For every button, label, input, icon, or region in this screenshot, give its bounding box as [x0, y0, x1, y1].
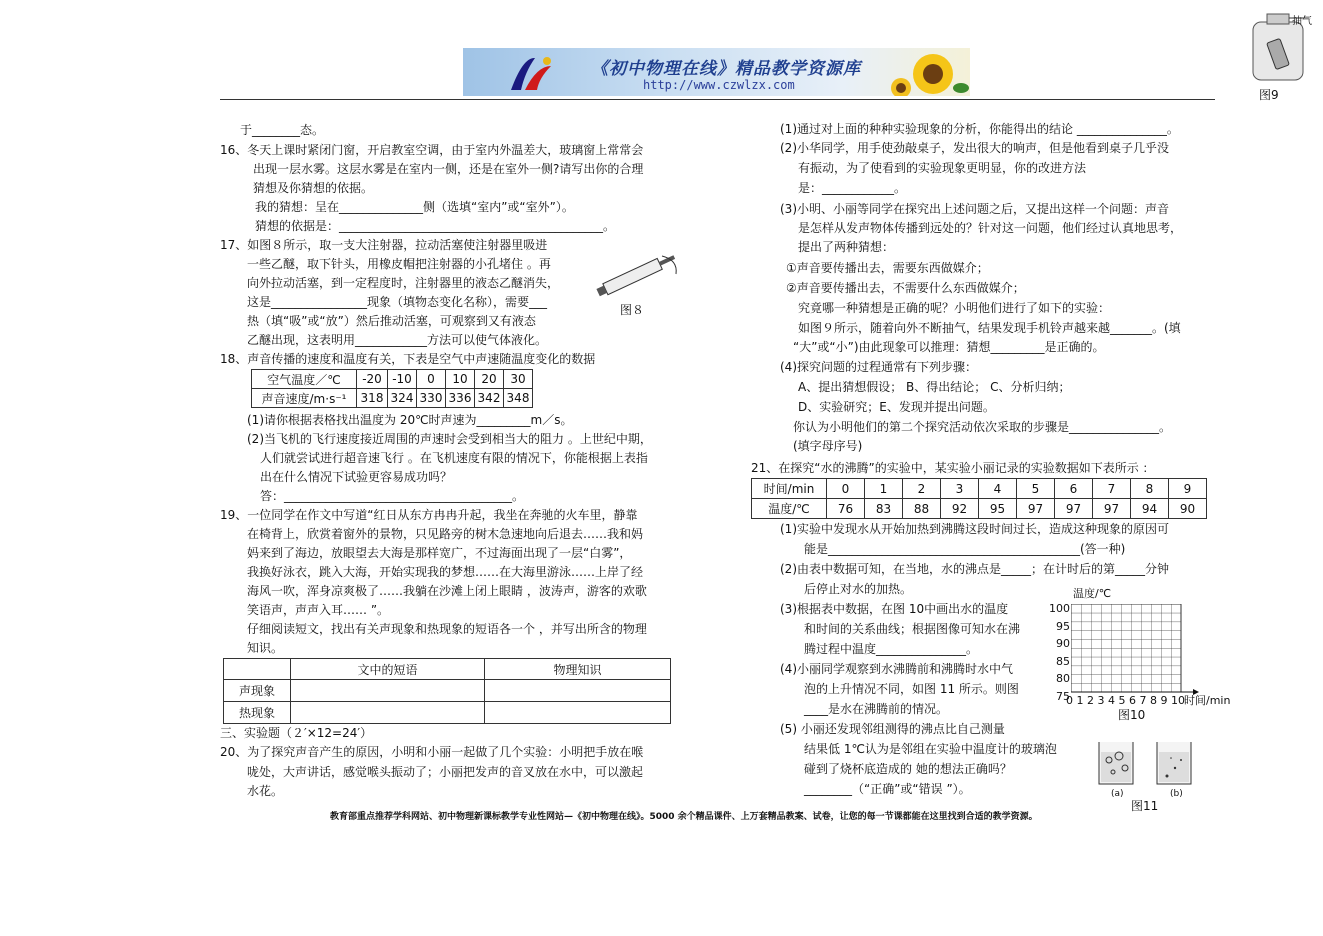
section-heading: 三、实验题（２′×12=24′）: [220, 726, 373, 740]
text-line: (1)请你根据表格找出温度为 20℃时声速为_________m／s。: [247, 413, 573, 427]
text-line: 你认为小明他们的第二个探究活动依次采取的步骤是_______________。: [793, 420, 1172, 434]
text-line: 有振动，为了使看到的实验现象更明显，你的改进方法: [798, 161, 1087, 175]
table-cell: 330: [417, 389, 446, 408]
text-line: 妈来到了海边，放眼望去大海是那样宽广，不过海面出现了一层“白雾”，: [247, 546, 632, 560]
table-cell: -10: [388, 370, 417, 389]
text-line: (2)当飞机的飞行速度接近周围的声速时会受到相当大的阻力 。上世纪中期，: [247, 432, 652, 446]
text-line: ____是水在沸腾前的情况。: [804, 702, 949, 716]
text-line: 水花。: [247, 784, 284, 798]
table-cell: 6: [1055, 479, 1093, 499]
y-tick: 90: [1056, 637, 1070, 651]
table-cell: 324: [388, 389, 417, 408]
table-cell: 348: [504, 389, 533, 408]
table-cell: 0: [827, 479, 865, 499]
text-line: 提出了两种猜想：: [798, 240, 895, 254]
table-header: 物理知识: [485, 659, 671, 680]
header-rule: [220, 99, 1215, 100]
text-line: 笑语声，声声入耳…… ”。: [247, 603, 390, 617]
figure-9-caption: 图9: [1259, 88, 1279, 102]
text-line: 这是________________现象（填物态变化名称），需要___: [247, 295, 548, 309]
table-cell: 97: [1093, 499, 1131, 519]
table-cell: 5: [1017, 479, 1055, 499]
figure-8-caption: 图８: [620, 303, 645, 317]
table-cell: 342: [475, 389, 504, 408]
figure-10-caption: 图10: [1118, 708, 1146, 722]
text-line: ________（“正确”或“错误 ”）。: [804, 782, 971, 796]
table-cell: 76: [827, 499, 865, 519]
graph-y-ticks: [1044, 600, 1070, 706]
text-line: 能是__________________________________________(答一种): [804, 542, 1126, 556]
text-line: 碰到了烧杯底造成的 她的想法正确吗？: [804, 762, 1012, 776]
table-cell: 97: [1055, 499, 1093, 519]
text-line: “大”或“小”)由此现象可以推理：猜想_________是正确的。: [793, 340, 1105, 354]
table-header: 声现象: [224, 680, 291, 702]
figure-11-beakers: [1095, 738, 1195, 792]
question-18: 18、声音传播的速度和温度有关，下表是空气中声速随温度变化的数据: [220, 352, 596, 366]
table-cell: 90: [1169, 499, 1207, 519]
table-cell: 9: [1169, 479, 1207, 499]
text-line: 腾过程中温度_______________。: [804, 642, 979, 656]
table-cell: 8: [1131, 479, 1169, 499]
text-line: (填字母序号): [793, 439, 863, 453]
table-cell: 94: [1131, 499, 1169, 519]
table-cell: 4: [979, 479, 1017, 499]
text-line: 究竟哪一种猜想是正确的呢？小明他们进行了如下的实验：: [798, 301, 1111, 315]
text-line: A、提出猜想假设； B、得出结论； C、分析归纳；: [798, 380, 1071, 394]
text-line: 在椅背上，欣赏着窗外的景物，只见路旁的树木急速地向后退去……我和妈: [247, 527, 644, 541]
table-cell: 318: [357, 389, 388, 408]
table-cell: 92: [941, 499, 979, 519]
text-line: (3)根据表中数据，在图 10中画出水的温度: [780, 602, 1009, 616]
table-cell: 95: [979, 499, 1017, 519]
text-line: D、实验研究；E、发现并提出问题。: [798, 400, 995, 414]
text-line: 出现一层水雾。这层水雾是在室内一侧，还是在室外一侧?请写出你的合理: [253, 162, 644, 176]
text-line: 咙处，大声讲话，感觉喉头振动了；小丽把发声的音叉放在水中，可以激起: [247, 765, 644, 779]
graph-x-ticks: 0 1 2 3 4 5 6 7 8 9 10: [1066, 694, 1185, 707]
answer-cell[interactable]: [485, 680, 671, 702]
figure-11-caption: 图11: [1131, 799, 1159, 813]
table-header: 温度/℃: [752, 499, 827, 519]
table-cell: 10: [446, 370, 475, 389]
text-line: 向外拉动活塞，到一定程度时，注射器里的液态乙醚消失，: [247, 276, 560, 290]
text-line: ①声音要传播出去，需要东西做媒介；: [786, 261, 989, 275]
table-cell: 30: [504, 370, 533, 389]
phenomenon-table: [223, 658, 671, 724]
text-line: 仔细阅读短文，找出有关声现象和热现象的短语各一个 ，并写出所含的物理: [247, 622, 647, 636]
text-line: (1)实验中发现水从开始加热到沸腾这段时间过长，造成这种现象的原因可: [780, 522, 1170, 536]
text-line: 和时间的关系曲线；根据图像可知水在沸: [804, 622, 1021, 636]
answer-cell[interactable]: [291, 702, 485, 724]
pump-label: 抽气: [1292, 16, 1312, 27]
table-header: 声音速度/m·s⁻¹: [252, 389, 357, 408]
text-line: 泡的上升情况不同，如图 11 所示。则图: [804, 682, 1019, 696]
beaker-b-label: (b): [1170, 789, 1183, 799]
question-17: 17、如图８所示，取一支大注射器，拉动活塞使注射器里吸进: [220, 238, 548, 252]
text-line: 我换好泳衣，跳入大海，开始实现我的梦想……在大海里游泳……上岸了经: [247, 565, 644, 579]
text-line: (5) 小丽还发现邻组测得的沸点比自己测量: [780, 722, 1005, 736]
text-line: 海风一吹，浑身凉爽极了……我躺在沙滩上闭上眼睛 ，波涛声，游客的欢歌: [247, 584, 647, 598]
table-header: 热现象: [224, 702, 291, 724]
y-tick: 80: [1056, 672, 1070, 686]
text-line: 出在什么情况下试验更容易成功吗？: [260, 470, 453, 484]
boiling-data-table: [751, 478, 1207, 519]
table-cell: 83: [865, 499, 903, 519]
header-banner: [463, 48, 970, 96]
text-line: 结果低 1℃认为是邻组在实验中温度计的玻璃泡: [804, 742, 1057, 756]
question-21: 21、在探究“水的沸腾”的实验中，某实验小丽记录的实验数据如下表所示 ：: [751, 461, 1155, 475]
text-line: 于________态。: [240, 123, 325, 137]
table-cell: 3: [941, 479, 979, 499]
sunflower-icon: [881, 48, 970, 96]
text-line: (3)小明、小丽等同学在探究出上述问题之后，又提出这样一个问题：声音: [780, 202, 1170, 216]
y-tick: 85: [1056, 654, 1070, 668]
table-header: 文中的短语: [291, 659, 485, 680]
question-20: 20、为了探究声音产生的原因，小明和小丽一起做了几个实验：小明把手放在喉: [220, 745, 644, 759]
text-line: (2)由表中数据可知，在当地，水的沸点是_____；在计时后的第_____分钟: [780, 562, 1170, 576]
logo-icon: [503, 52, 563, 94]
table-header: 时间/min: [752, 479, 827, 499]
y-tick: 100: [1049, 602, 1070, 615]
text-line: 答：______________________________________。: [260, 489, 525, 503]
table-header: 空气温度／℃: [252, 370, 357, 389]
table-cell: 7: [1093, 479, 1131, 499]
table-cell: 2: [903, 479, 941, 499]
banner-url[interactable]: http://www.czwlzx.com: [643, 78, 795, 92]
text-line: 猜想的依据是：____________________________________________。: [255, 219, 616, 233]
text-line: 热（填“吸”或“放”）然后推动活塞，可观察到又有液态: [247, 314, 536, 328]
table-cell: 0: [417, 370, 446, 389]
graph-x-label: 时间/min: [1184, 694, 1231, 707]
figure-8-syringe: [592, 250, 684, 298]
table-cell: 88: [903, 499, 941, 519]
text-line: 是怎样从发声物体传播到远处的？针对这一问题，他们经过认真地思考，: [798, 221, 1183, 235]
text-line: 乙醚出现，这表明用____________方法可以使气体液化。: [247, 333, 548, 347]
text-line: 人们就尝试进行超音速飞行 。在飞机速度有限的情况下，你能根据上表指: [260, 451, 648, 465]
y-tick: 95: [1056, 619, 1070, 633]
text-line: (2)小华同学，用手使劲敲桌子，发出很大的响声，但是他看到桌子几乎没: [780, 141, 1170, 155]
y-tick: 75: [1056, 689, 1070, 703]
table-cell: 97: [1017, 499, 1055, 519]
text-line: 我的猜想：呈在______________侧（选填“室内”或“室外”）。: [255, 200, 574, 214]
answer-cell[interactable]: [291, 680, 485, 702]
text-line: 后停止对水的加热。: [804, 582, 913, 596]
table-cell: 336: [446, 389, 475, 408]
table-cell: 1: [865, 479, 903, 499]
text-line: 一些乙醚，取下针头，用橡皮帽把注射器的小孔堵住 。再: [247, 257, 551, 271]
sound-speed-table: [251, 369, 533, 408]
text-line: 猜想及你猜想的依据。: [253, 181, 374, 195]
text-line: 是：____________。: [798, 181, 907, 195]
graph-y-label: 温度/℃: [1073, 587, 1112, 600]
beaker-a-label: (a): [1111, 789, 1124, 799]
figure-10-grid[interactable]: [1071, 604, 1201, 696]
banner-title: 《初中物理在线》精品教学资源库: [591, 59, 861, 79]
table-cell: 20: [475, 370, 504, 389]
text-line: ②声音要传播出去，不需要什么东西做媒介；: [786, 281, 1025, 295]
text-line: (4)探究问题的过程通常有下列步骤：: [780, 360, 977, 374]
answer-cell[interactable]: [485, 702, 671, 724]
text-line: 知识。: [247, 641, 284, 655]
text-line: (1)通过对上面的种种实验现象的分析，你能得出的结论 _______________。: [780, 122, 1179, 136]
text-line: (4)小丽同学观察到水沸腾前和沸腾时水中气: [780, 662, 1013, 676]
text-line: 如图９所示，随着向外不断抽气，结果发现手机铃声越来越_______。(填: [798, 321, 1181, 335]
page-footer: 教育部重点推荐学科网站、初中物理新课标教学专业性网站—《初中物理在线》。5000 余个精品课件、上万套精品教案、试卷，让您的每一节课都能在这里找到合适的教学资源。: [330, 812, 1038, 822]
table-cell: -20: [357, 370, 388, 389]
question-19: 19、一位同学在作文中写道“红日从东方冉冉升起，我坐在奔驰的火车里，静靠: [220, 508, 638, 522]
question-16: 16、冬天上课时紧闭门窗，开启教室空调，由于室内外温差大，玻璃窗上常常会: [220, 143, 644, 157]
